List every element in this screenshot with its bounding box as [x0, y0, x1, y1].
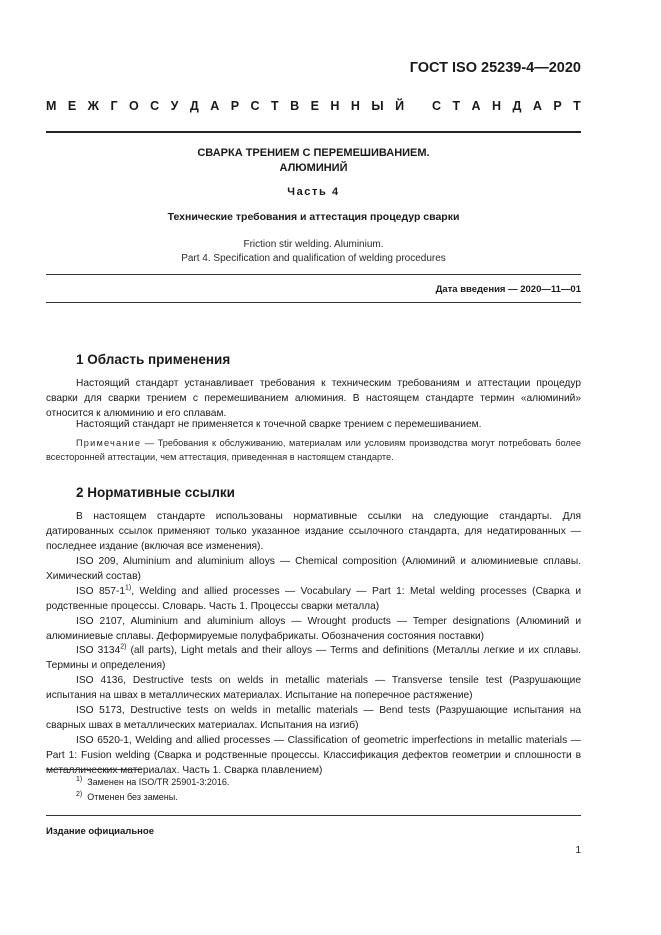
header-rule — [46, 131, 581, 133]
interstate-standard-banner — [46, 99, 581, 113]
section-2-heading: 2 Нормативные ссылки — [76, 485, 235, 500]
reference-item — [46, 674, 581, 704]
reference-code: ISO 209 — [76, 556, 116, 567]
reference-text: , Destructive tests on welds in metallic materials — Transverse tensile test (Разрушающие испытания на швах в металлических материалах. Испытание на поперечное растяжение) — [46, 675, 582, 702]
section-1-note — [46, 436, 581, 464]
reference-code: ISO 4136 — [76, 675, 124, 687]
banner-letter: Р — [553, 99, 562, 113]
reference-item — [46, 734, 581, 779]
official-edition-label: Издание официальное — [46, 826, 154, 837]
footnote-2-mark: 2) — [76, 791, 83, 798]
banner-letter: Д — [189, 99, 199, 113]
title-rule — [46, 274, 581, 275]
part-subtitle: Технические требования и аттестация процедур сварки — [167, 211, 460, 223]
document-title — [46, 146, 581, 176]
reference-list — [46, 555, 581, 779]
reference-code: ISO 857-1 — [76, 585, 126, 597]
edition-rule — [46, 815, 581, 816]
title-line-1: СВАРКА ТРЕНИЕМ С ПЕРЕМЕШИВАНИЕМ. — [197, 147, 430, 159]
banner-letter: А — [210, 99, 220, 113]
english-title-line-2: Part 4. Specification and qualification of welding procedures — [181, 253, 446, 264]
section-1-heading: 1 Область применения — [76, 352, 231, 367]
banner-letter: М — [46, 99, 57, 113]
banner-letter: Н — [492, 99, 502, 113]
footnote-separator — [46, 769, 142, 770]
banner-letter: С — [150, 99, 160, 113]
footnote-1 — [76, 777, 229, 787]
title-line-2: АЛЮМИНИЙ — [279, 162, 348, 174]
banner-letter: О — [128, 99, 139, 113]
reference-text: , Welding and allied processes — Vocabulary — Part 1: Metal welding processes (Сварка и родственные процессы. Словарь. Часть 1. Процессы сварки металла) — [46, 585, 582, 612]
page-number: 1 — [575, 845, 581, 856]
part-number: Часть 4 — [287, 186, 340, 198]
banner-letter: В — [290, 99, 300, 113]
reference-code: ISO 6520-1 — [76, 734, 129, 746]
note-label: Примечание — [76, 438, 142, 448]
banner-letter: Д — [512, 99, 522, 113]
footnote-2-text: Отменен без замены. — [87, 792, 178, 802]
english-title-line-1: Friction stir welding. Aluminium. — [243, 239, 384, 250]
banner-letter: У — [170, 99, 179, 113]
date-rule — [46, 302, 581, 303]
banner-letter: Ж — [87, 99, 99, 113]
banner-letter: Р — [230, 99, 240, 113]
banner-letter: Т — [452, 99, 461, 113]
footnote-1-text: Заменен на ISO/TR 25901-3:2016. — [87, 777, 230, 787]
section-1-paragraph-1: Настоящий стандарт устанавливает требования к техническим требованиям и аттестации процедур сварки для сварки трением с перемешиванием алюминия. В настоящем стандарте термин «алюминий» относится к алюминию и его сплавам. — [46, 378, 581, 419]
note-text: — Требования к обслуживанию, материалам или условиям производства могут потребовать более всесторонней аттестации, чем аттестация, приведенная в настоящем стандарте. — [46, 438, 581, 462]
banner-letter: Е — [67, 99, 77, 113]
reference-text: , Destructive tests on welds in metallic materials — Bend tests (Разрушающие испытания на сварных швах в металлических материалах. Испытания на изгиб) — [46, 705, 582, 731]
banner-letter: Й — [395, 99, 405, 113]
reference-item — [46, 585, 581, 615]
english-title — [46, 238, 581, 266]
banner-word-gap — [416, 99, 421, 113]
banner-letter: С — [431, 99, 441, 113]
standard-number: ГОСТ ISO 25239-4—2020 — [409, 60, 581, 76]
reference-code: ISO 5173 — [76, 705, 122, 717]
reference-item — [46, 704, 581, 734]
banner-letter: Т — [573, 99, 581, 113]
reference-footnote-mark: 2) — [120, 644, 127, 652]
banner-letter: Г — [110, 99, 118, 113]
reference-text: (all parts), Light metals and their alloys — Terms and definitions (Металлы легкие и их сплавы. Термины и определения) — [46, 645, 581, 672]
section-1-paragraph-2: Настоящий стандарт не применяется к точечной сварке трением с перемешиванием. — [76, 419, 482, 430]
reference-item — [46, 555, 581, 585]
banner-letter: Т — [271, 99, 279, 113]
reference-code: ISO 2107 — [76, 615, 123, 627]
reference-text: , Welding and allied processes — Classification of geometric imperfections in metallic materials — Part 1: Fusion welding (Сварка и родственные процессы. Классификация дефектов геометрии и сплошности в металлических материалах. Часть 1. Сварка плавлением) — [46, 734, 581, 776]
banner-letter: А — [471, 99, 481, 113]
reference-text: , Aluminium and aluminium alloys — Chemical composition (Алюминий и алюминиевые сплавы. Химический состав) — [46, 556, 581, 582]
banner-letter: Н — [350, 99, 360, 113]
banner-letter: С — [250, 99, 260, 113]
reference-text: , Aluminium and aluminium alloys — Wrought products — Temper designations (Алюминий и алюминиевые сплавы. Деформируемые полуфабрикаты. Обозначения состояния поставки) — [46, 615, 582, 642]
reference-footnote-mark: 1) — [125, 584, 132, 592]
section-2-intro: В настоящем стандарте использованы нормативные ссылки на следующие стандарты. Для датированных ссылок применяют только указанное издание ссылочного стандарта, для недатированных — последнее издание (включая все изменения). — [46, 511, 581, 552]
banner-letter: Е — [310, 99, 319, 113]
footnote-2 — [76, 792, 178, 802]
reference-code: ISO 3134 — [76, 645, 121, 657]
introduction-date: Дата введения — 2020—11—01 — [435, 284, 581, 295]
banner-letter: Ы — [371, 99, 384, 113]
reference-item — [46, 615, 581, 645]
footnote-1-mark: 1) — [76, 776, 83, 783]
reference-item — [46, 644, 581, 674]
banner-letter: Н — [330, 99, 340, 113]
banner-letter: А — [532, 99, 542, 113]
